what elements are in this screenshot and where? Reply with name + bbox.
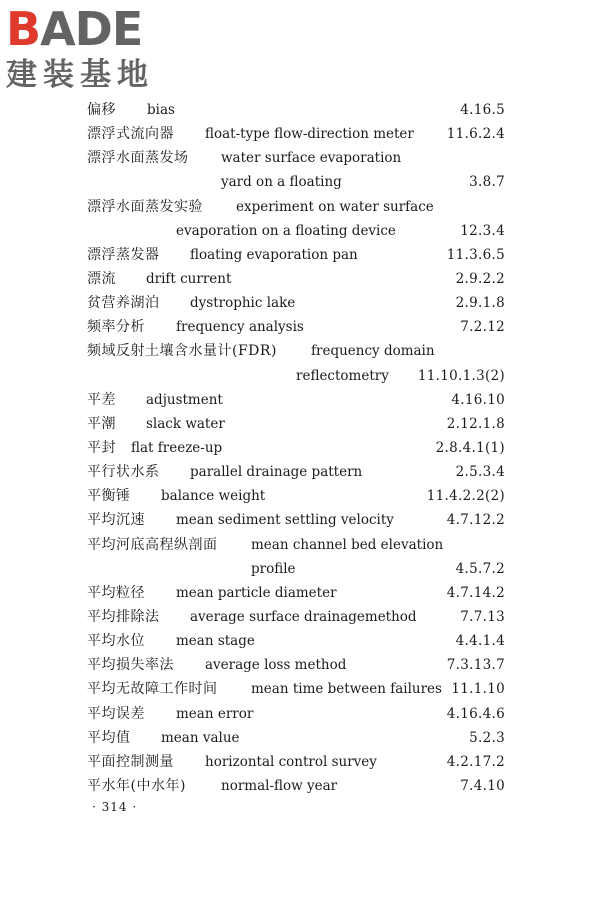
english-term: mean stage: [176, 633, 255, 650]
entry-line: [87, 460, 505, 484]
glossary-entry: [87, 122, 505, 146]
english-term: mean particle diameter: [176, 584, 337, 601]
english-term: frequency domain: [311, 343, 435, 360]
chinese-term: 频率分析: [87, 319, 145, 336]
glossary-entry: [87, 533, 505, 581]
english-term: flat freeze-up: [131, 439, 223, 456]
glossary-entry: [87, 774, 505, 798]
english-term: dystrophic lake: [190, 295, 296, 312]
entry-line: [87, 170, 505, 194]
entry-line: [87, 774, 505, 798]
section-reference: 4.7.14.2: [446, 584, 505, 601]
glossary-entry: [87, 412, 505, 436]
glossary-entry: [87, 267, 505, 291]
entry-line: [87, 388, 505, 412]
entry-line: [87, 315, 505, 339]
section-reference: 2.9.2.2: [455, 270, 505, 287]
english-term: parallel drainage pattern: [190, 464, 363, 481]
chinese-term: 平水年(中水年): [87, 777, 186, 794]
chinese-term: 平面控制测量: [87, 753, 174, 770]
chinese-term: 漂浮蒸发器: [87, 246, 160, 263]
section-reference: 7.2.12: [460, 319, 505, 336]
entry-line: [87, 436, 505, 460]
entry-line: [87, 629, 505, 653]
page-number: · 314 ·: [92, 800, 138, 814]
section-reference: 4.4.1.4: [455, 633, 505, 650]
chinese-term: 平封: [87, 439, 116, 456]
english-term: horizontal control survey: [205, 753, 377, 770]
logo-wordmark: BADE: [6, 2, 143, 56]
glossary-entry: [87, 629, 505, 653]
chinese-term: 平均沉速: [87, 512, 145, 529]
chinese-term: 漂浮水面蒸发场: [87, 150, 189, 167]
section-reference: 11.4.2.2(2): [426, 488, 505, 505]
glossary-entry: [87, 702, 505, 726]
english-term: yard on a floating: [221, 174, 342, 191]
english-term: average surface drainagemethod: [190, 608, 417, 625]
entry-line: [87, 726, 505, 750]
glossary-entries: [87, 98, 505, 798]
chinese-term: 漂浮水面蒸发实验: [87, 198, 203, 215]
glossary-entry: [87, 291, 505, 315]
glossary-entry: [87, 726, 505, 750]
bade-logo: [6, 2, 176, 98]
section-reference: 11.6.2.4: [446, 126, 505, 143]
section-reference: 7.4.10: [460, 777, 505, 794]
glossary-entry: [87, 460, 505, 484]
entry-line: [87, 677, 505, 701]
chinese-term: 漂浮式流向器: [87, 126, 174, 143]
glossary-entry: [87, 605, 505, 629]
section-reference: 4.2.17.2: [446, 753, 505, 770]
entry-line: [87, 412, 505, 436]
english-term: floating evaporation pan: [190, 246, 358, 263]
entry-line: [87, 267, 505, 291]
english-term: average loss method: [205, 657, 347, 674]
section-reference: 5.2.3: [469, 729, 505, 746]
english-term: mean time between failures: [251, 681, 442, 698]
english-term: slack water: [146, 415, 225, 432]
chinese-term: 偏移: [87, 102, 116, 118]
entry-line: [87, 581, 505, 605]
entry-line: [87, 219, 505, 243]
english-term: bias: [147, 102, 175, 118]
section-reference: 4.5.7.2: [455, 560, 505, 577]
chinese-term: 贫营养湖泊: [87, 295, 160, 312]
glossary-entry: [87, 339, 505, 387]
entry-line: [87, 122, 505, 146]
entry-line: [87, 195, 505, 219]
english-term: drift current: [146, 270, 232, 287]
chinese-term: 平均排除法: [87, 608, 160, 625]
english-term: adjustment: [146, 391, 223, 408]
section-reference: 4.7.12.2: [446, 512, 505, 529]
entry-line: [87, 339, 505, 363]
chinese-term: 平均误差: [87, 705, 145, 722]
english-term: mean error: [176, 705, 254, 722]
english-term: mean value: [161, 729, 240, 746]
entry-line: [87, 605, 505, 629]
glossary-entry: [87, 508, 505, 532]
logo-chinese-text: 建装基地: [6, 57, 154, 93]
entry-line: [87, 98, 505, 122]
glossary-entry: [87, 388, 505, 412]
chinese-term: 频域反射土壤含水量计(FDR): [87, 343, 277, 360]
section-reference: 11.1.10: [451, 681, 505, 698]
chinese-term: 平均损失率法: [87, 657, 174, 674]
entry-line: [87, 533, 505, 557]
english-term: float-type flow-direction meter: [205, 126, 414, 143]
chinese-term: 平均无故障工作时间: [87, 681, 218, 698]
section-reference: 7.3.13.7: [446, 657, 505, 674]
entry-line: [87, 702, 505, 726]
glossary-entry: [87, 315, 505, 339]
section-reference: 2.12.1.8: [446, 415, 505, 432]
english-term: water surface evaporation: [221, 150, 402, 167]
chinese-term: 平均粒径: [87, 584, 145, 601]
entry-line: [87, 291, 505, 315]
entry-line: [87, 484, 505, 508]
entry-line: [87, 243, 505, 267]
glossary-entry: [87, 146, 505, 194]
english-term: frequency analysis: [176, 319, 304, 336]
section-reference: 12.3.4: [460, 222, 505, 239]
section-reference: 11.10.1.3(2): [417, 367, 505, 384]
section-reference: 11.3.6.5: [446, 246, 505, 263]
chinese-term: 平行状水系: [87, 464, 160, 481]
section-reference: 7.7.13: [460, 608, 505, 625]
entry-line: [87, 364, 505, 388]
chinese-term: 平差: [87, 391, 116, 408]
chinese-term: 平均值: [87, 729, 131, 746]
glossary-entry: [87, 750, 505, 774]
entry-line: [87, 508, 505, 532]
entry-line: [87, 750, 505, 774]
english-term: balance weight: [161, 488, 266, 505]
section-reference: 2.5.3.4: [455, 464, 505, 481]
glossary-entry: [87, 653, 505, 677]
section-reference: 4.16.5: [460, 102, 505, 118]
chinese-term: 平均水位: [87, 633, 145, 650]
section-reference: 4.16.4.6: [446, 705, 505, 722]
glossary-entry: [87, 243, 505, 267]
chinese-term: 平潮: [87, 415, 116, 432]
entry-line: [87, 146, 505, 170]
glossary-entry: [87, 195, 505, 243]
glossary-entry: [87, 484, 505, 508]
section-reference: 2.8.4.1(1): [435, 439, 505, 456]
english-term: evaporation on a floating device: [176, 222, 396, 239]
entry-line: [87, 557, 505, 581]
english-term: mean sediment settling velocity: [176, 512, 394, 529]
english-term: profile: [251, 560, 296, 577]
glossary-entry: [87, 677, 505, 701]
english-term: mean channel bed elevation: [251, 536, 444, 553]
english-term: experiment on water surface: [236, 198, 434, 215]
chinese-term: 漂流: [87, 270, 116, 287]
glossary-entry: [87, 98, 505, 122]
chinese-term: 平均河底高程纵剖面: [87, 536, 218, 553]
section-reference: 3.8.7: [469, 174, 505, 191]
section-reference: 2.9.1.8: [455, 295, 505, 312]
glossary-entry: [87, 436, 505, 460]
entry-line: [87, 653, 505, 677]
chinese-term: 平衡锤: [87, 488, 131, 505]
english-term: reflectometry: [296, 367, 389, 384]
english-term: normal-flow year: [221, 777, 338, 794]
section-reference: 4.16.10: [451, 391, 505, 408]
glossary-entry: [87, 581, 505, 605]
